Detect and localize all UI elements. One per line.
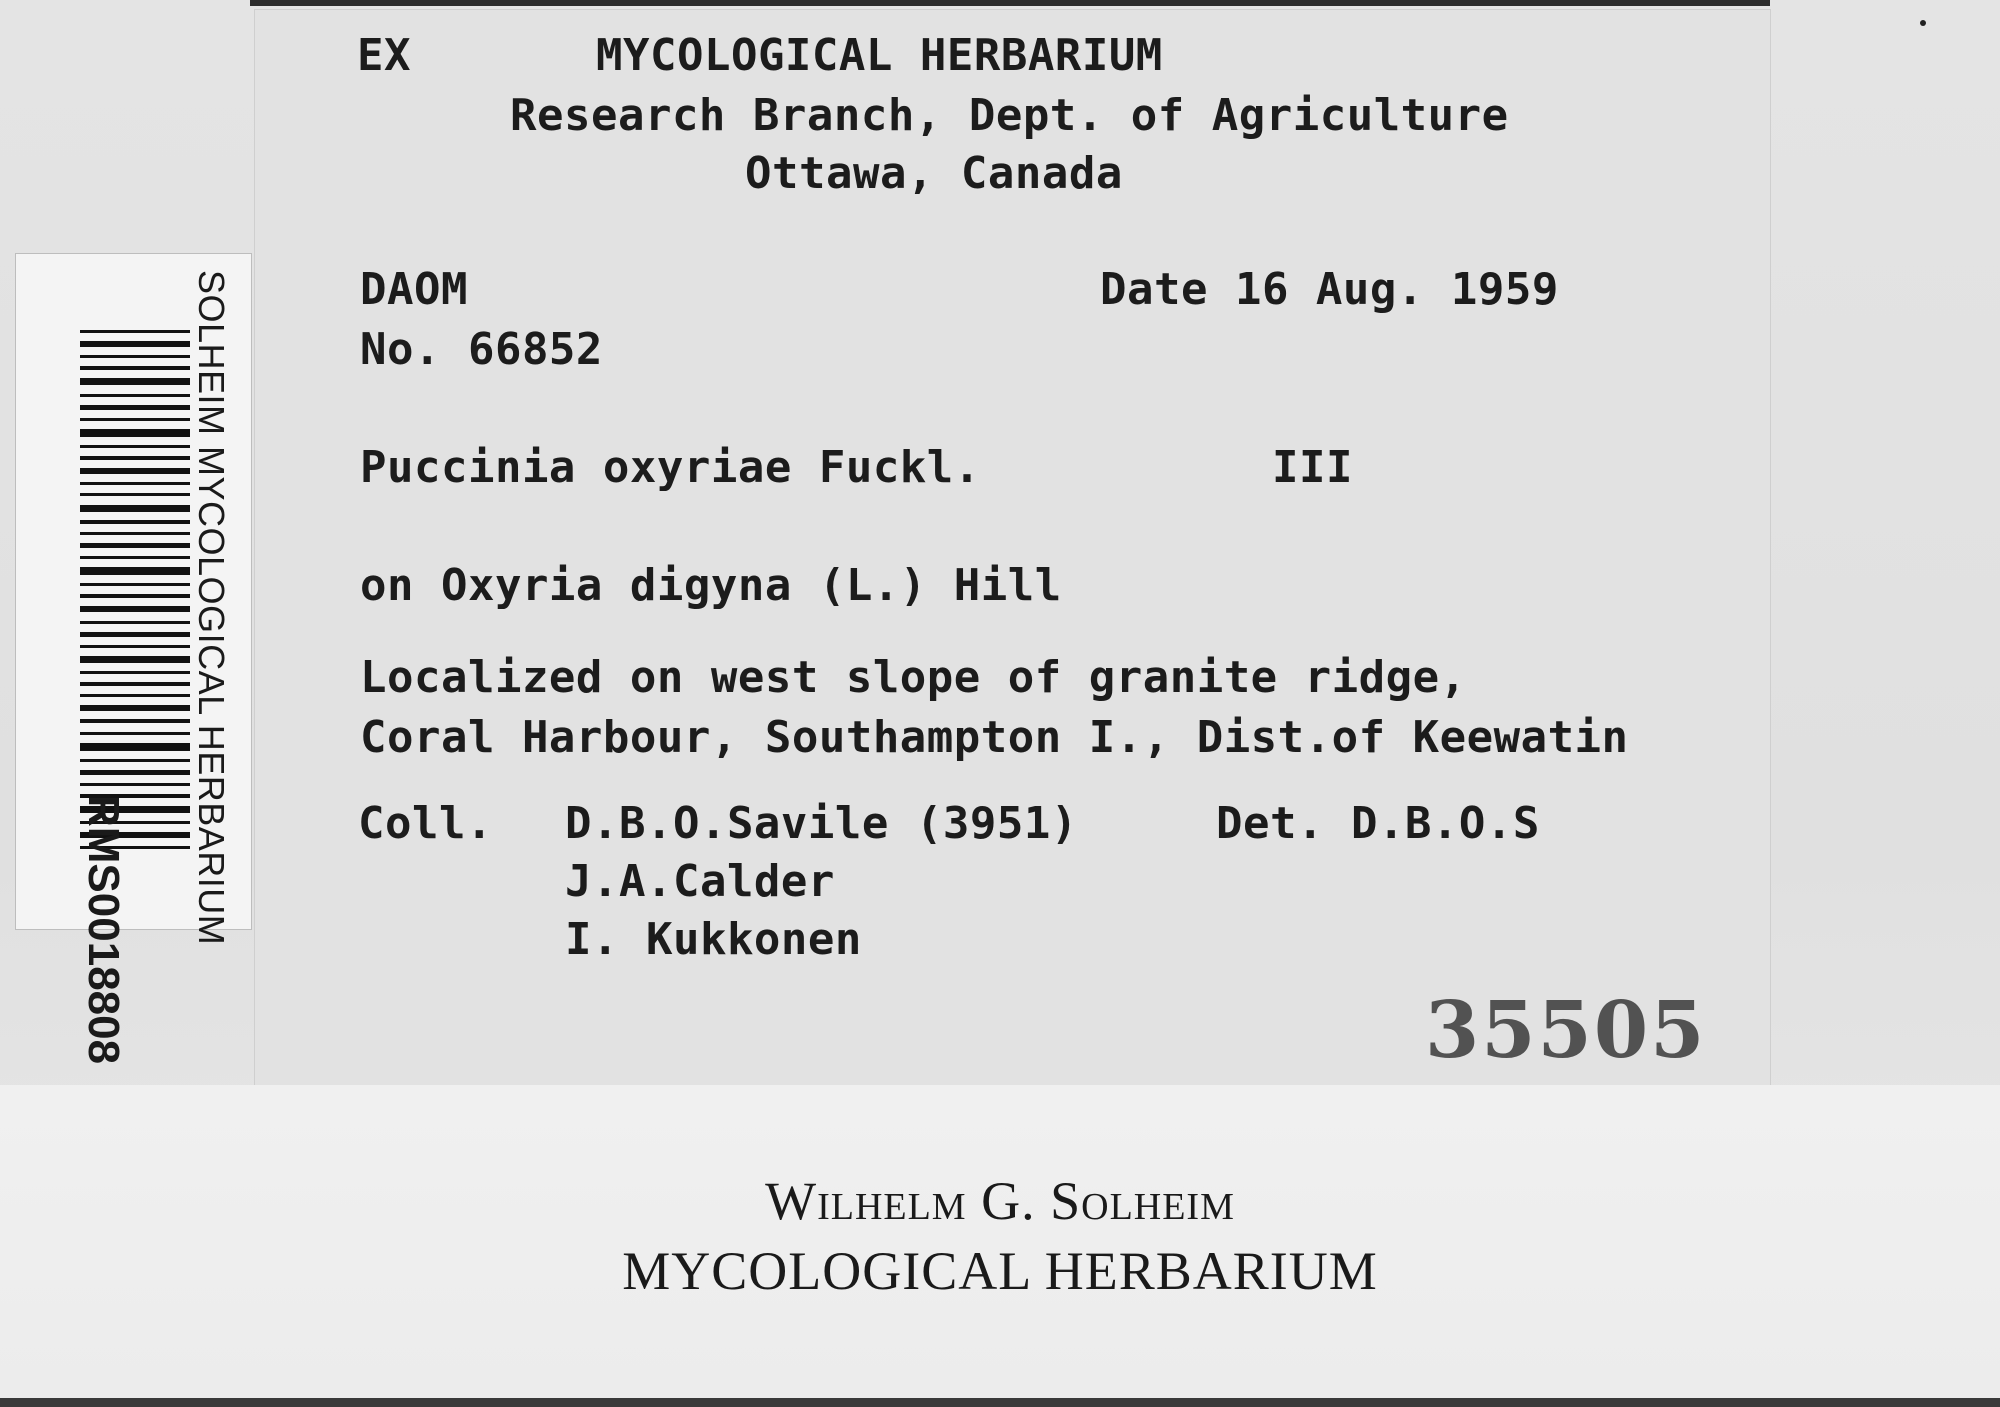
barcode-id: RMS0018808: [79, 795, 128, 1065]
bottom-edge: [0, 1398, 2000, 1407]
collector-1: D.B.O.Savile (3951): [565, 798, 1078, 849]
header-branch: Research Branch, Dept. of Agriculture: [510, 90, 1509, 141]
header-title: MYCOLOGICAL HERBARIUM: [596, 30, 1163, 81]
institution-name: Wilhelm G. Solheim: [765, 1171, 1235, 1231]
accession-number: No. 66852: [360, 324, 603, 375]
locality-line-2: Coral Harbour, Southampton I., Dist.of Keewatin: [360, 712, 1629, 763]
collection-code: DAOM: [360, 264, 468, 315]
collector-2: J.A.Calder: [565, 856, 835, 907]
spore-stage: III: [1272, 442, 1353, 493]
corner-mark: [1920, 20, 1926, 26]
taxon-name: Puccinia oxyriae Fuckl.: [360, 442, 981, 493]
top-edge: [250, 0, 1770, 6]
stamped-number: 35505: [1425, 985, 1707, 1076]
determiner: Det. D.B.O.S: [1216, 798, 1540, 849]
header-city: Ottawa, Canada: [745, 148, 1123, 199]
host-plant: on Oxyria digyna (L.) Hill: [360, 560, 1062, 611]
collectors-label: Coll.: [358, 798, 493, 849]
collection-date: Date 16 Aug. 1959: [1100, 264, 1559, 315]
barcode-institution-label: SOLHEIM MYCOLOGICAL HERBARIUM: [191, 270, 232, 946]
header-ex: EX: [357, 30, 411, 81]
collector-3: I. Kukkonen: [565, 914, 862, 965]
institution-subtitle: MYCOLOGICAL HERBARIUM: [622, 1241, 1378, 1301]
barcode: [80, 330, 190, 850]
locality-line-1: Localized on west slope of granite ridge,: [360, 652, 1467, 703]
